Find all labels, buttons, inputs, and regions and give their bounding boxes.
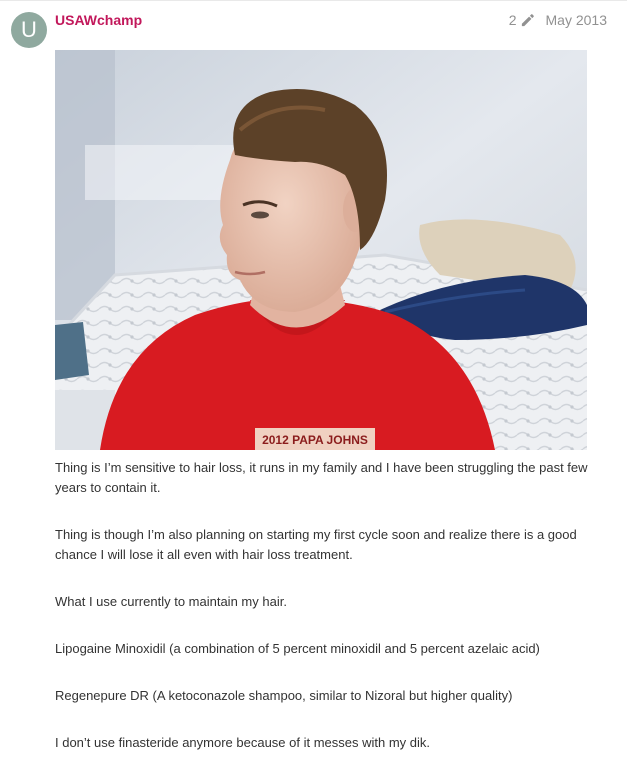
- avatar[interactable]: U: [11, 12, 47, 48]
- edit-count[interactable]: 2: [508, 12, 517, 28]
- paragraph-4: Lipogaine Minoxidil (a combination of 5 percent minoxidil and 5 percent azelaic acid): [55, 641, 540, 656]
- post-body: [55, 458, 610, 780]
- username-link[interactable]: USAWchamp: [55, 12, 143, 28]
- post-meta: [509, 12, 607, 28]
- paragraph-5: Regenepure DR (A ketoconazole shampoo, similar to Nizoral but higher quality): [55, 688, 513, 703]
- photo-illustration: [55, 50, 587, 450]
- paragraph-6: I don’t use finasteride anymore because of it messes with my dik.: [55, 735, 431, 750]
- post-date[interactable]: May 2013: [545, 12, 607, 28]
- paragraph-1: Thing is I’m sensitive to hair loss, it runs in my family and I have been struggling the past few years to contain it.: [55, 460, 588, 495]
- paragraph-2: Thing is though I’m also planning on starting my first cycle soon and realize there is a good chance I will lose it all even with hair loss treatment.: [55, 527, 577, 562]
- paragraph-3: What I use currently to maintain my hair.: [55, 594, 287, 609]
- post-divider: [0, 0, 627, 1]
- post-photo[interactable]: [55, 50, 587, 450]
- shirt-logo-text: 2012 PAPA JOHNS: [262, 433, 368, 447]
- pencil-icon[interactable]: [520, 13, 535, 28]
